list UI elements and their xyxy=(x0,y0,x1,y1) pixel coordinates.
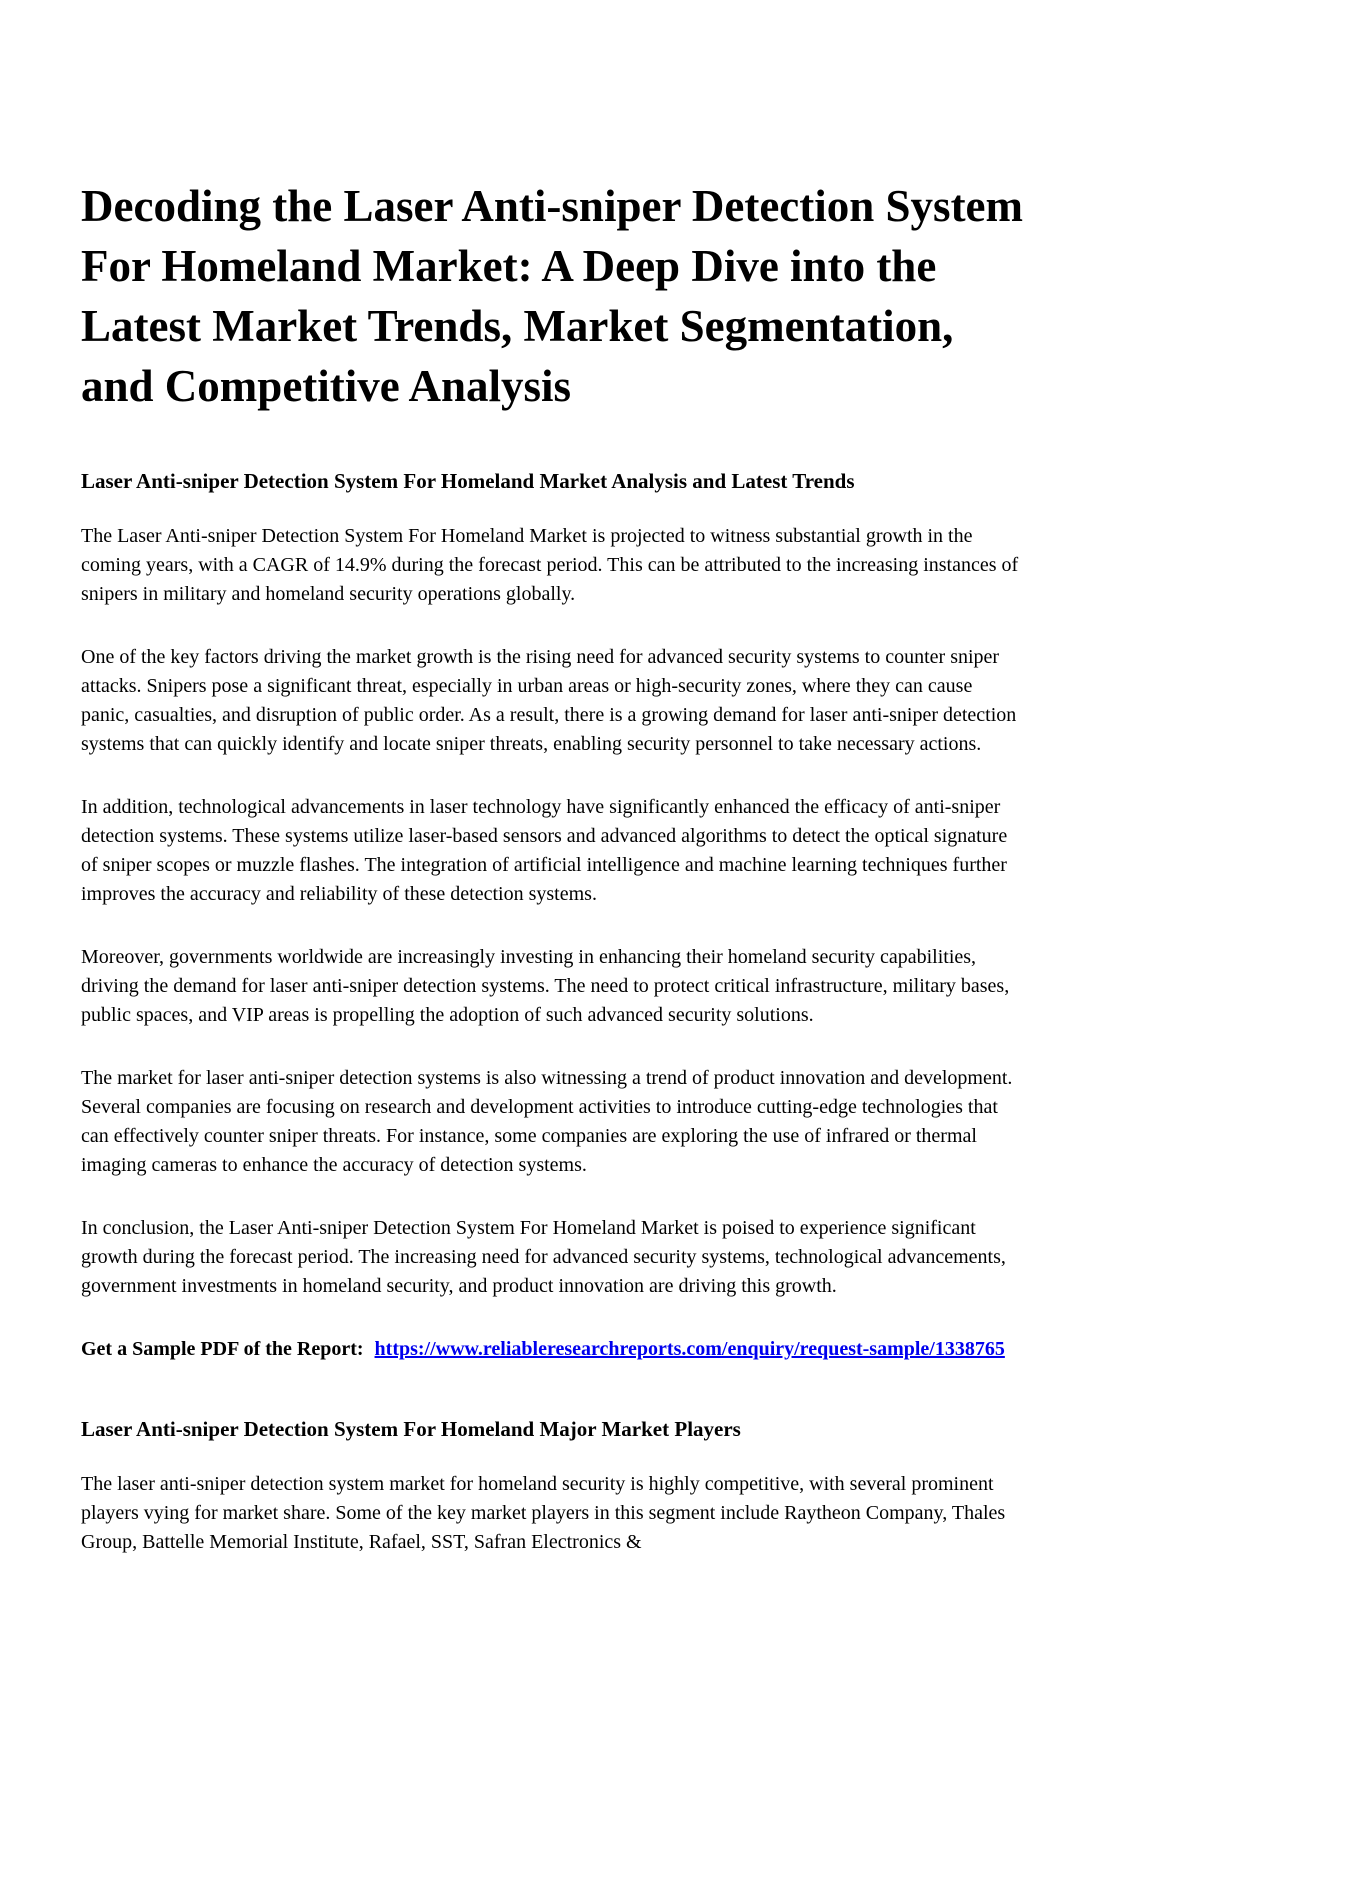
paragraph-major-players: The laser anti-sniper detection system market for homeland security is highly competitive, with several prominent players vying for market share. Some of the key market players in this segment include Raytheon Company, Thales Group, Battelle Memorial Institute, Rafael, SST, Safran Electronics & xyxy=(81,1473,1006,1553)
article-title: Decoding the Laser Anti-sniper Detection System For Homeland Market: A Deep Dive into the Latest Market Trends, Market Segmentation, and Competitive Analysis xyxy=(81,181,1024,411)
paragraph-product-innovation: The market for laser anti-sniper detection systems is also witnessing a trend of product innovation and development. Several companies are focusing on research and development activities to introduce cutting-edge technologies that can effectively counter sniper threats. For instance, some companies are exploring the use of infrared or thermal imaging cameras to enhance the accuracy of detection systems. xyxy=(81,1067,1013,1176)
paragraph-key-factors: One of the key factors driving the market growth is the rising need for advanced security systems to counter sniper attacks. Snipers pose a significant threat, especially in urban areas or high-security zones, where they can cause panic, casualties, and disruption of public order. As a result, there is a growing demand for laser anti-sniper detection systems that can quickly identify and locate sniper threats, enabling security personnel to take necessary actions. xyxy=(81,646,1017,755)
sample-report-label: Get a Sample PDF of the Report: xyxy=(81,1338,364,1360)
section-heading-major-players: Laser Anti-sniper Detection System For Homeland Major Market Players xyxy=(81,1417,741,1441)
sample-report-line xyxy=(81,1335,1021,1364)
sample-report-link[interactable]: https://www.reliableresearchreports.com/enquiry/request-sample/1338765 xyxy=(374,1338,1005,1360)
section-heading-market-analysis: Laser Anti-sniper Detection System For Homeland Market Analysis and Latest Trends xyxy=(81,469,855,493)
paragraph-market-growth-overview: The Laser Anti-sniper Detection System For Homeland Market is projected to witness substantial growth in the coming years, with a CAGR of 14.9% during the forecast period. This can be attributed to the increasing instances of snipers in military and homeland security operations globally. xyxy=(81,525,1019,605)
paragraph-conclusion: In conclusion, the Laser Anti-sniper Detection System For Homeland Market is poised to experience significant growth during the forecast period. The increasing need for advanced security systems, technological advancements, government investments in homeland security, and product innovation are driving this growth. xyxy=(81,1217,1006,1297)
paragraph-technological-advancements: In addition, technological advancements in laser technology have significantly enhanced the efficacy of anti-sniper detection systems. These systems utilize laser-based sensors and advanced algorithms to detect the optical signature of sniper scopes or muzzle flashes. The integration of artificial intelligence and machine learning techniques further improves the accuracy and reliability of these detection systems. xyxy=(81,796,1008,905)
paragraph-government-investment: Moreover, governments worldwide are increasingly investing in enhancing their homeland security capabilities, driving the demand for laser anti-sniper detection systems. The need to protect critical infrastructure, military bases, public spaces, and VIP areas is propelling the adoption of such advanced security solutions. xyxy=(81,946,1010,1026)
